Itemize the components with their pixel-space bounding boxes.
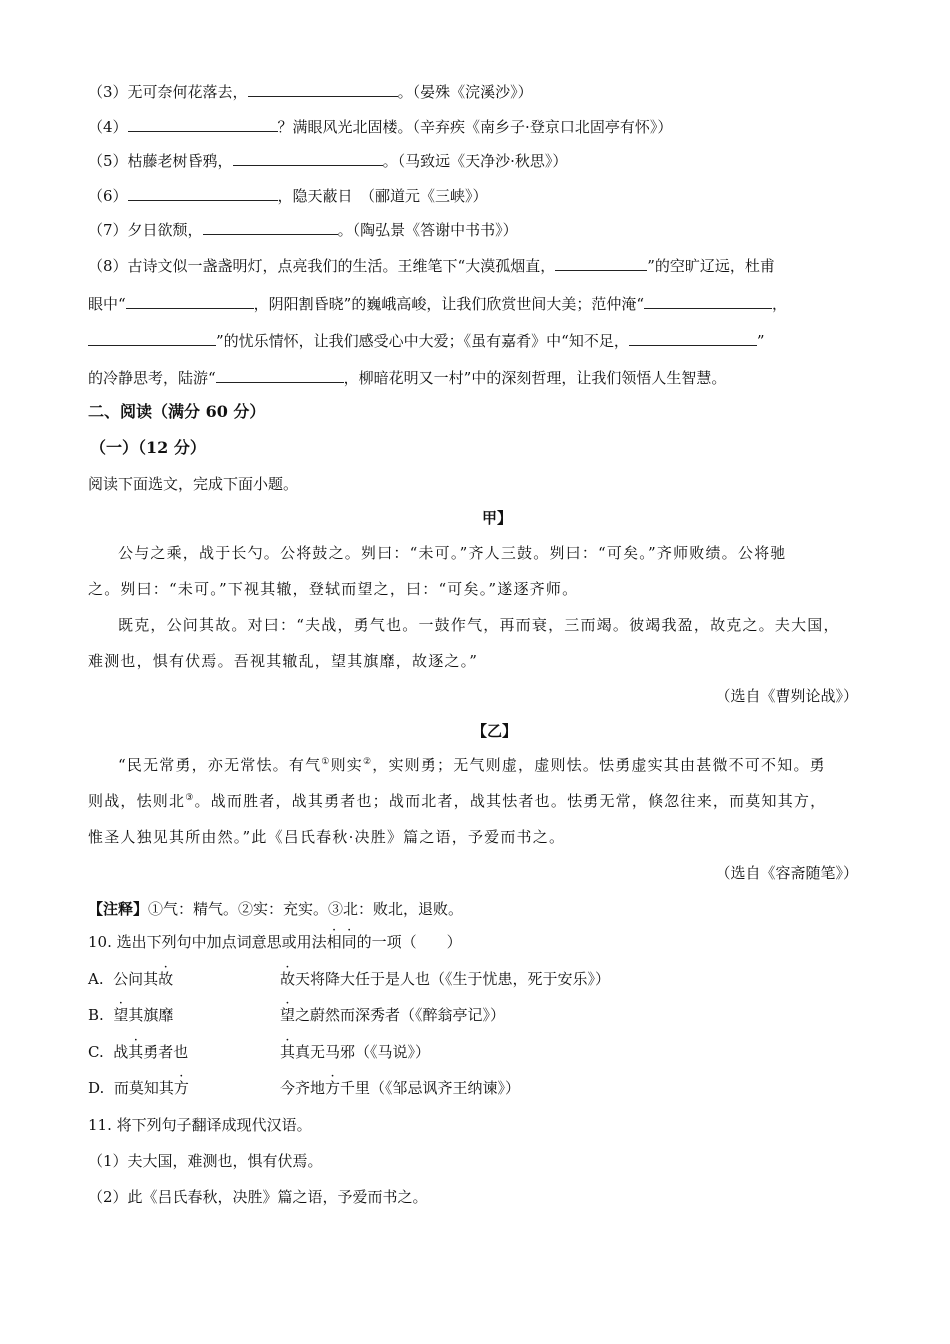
fill-q7: （7）夕日欲颓， 。（陶弘景《答谢中书书》） bbox=[88, 221, 518, 239]
fill-q3: （3）无可奈何花落去， 。（晏殊《浣溪沙》） bbox=[88, 83, 533, 101]
q10-option-c[interactable]: C. 战其勇者也 其真无马邪（《马说》） bbox=[88, 1043, 431, 1061]
blank[interactable] bbox=[644, 294, 772, 309]
passage-yi-heading: 【乙】 bbox=[472, 722, 518, 740]
passage-jia-line: 既克，公问其故。对曰：“夫战，勇气也。一鼓作气，再而衰，三而竭。彼竭我盈，故克之。夫大国， bbox=[118, 616, 840, 634]
blank[interactable] bbox=[216, 368, 344, 383]
blank[interactable] bbox=[88, 331, 216, 346]
passage-jia-heading: 甲】 bbox=[482, 509, 513, 527]
part-title: （一）（12 分） bbox=[90, 438, 206, 457]
passage-jia-source: （选自《曹刿论战》） bbox=[715, 687, 858, 705]
q10-stem: 10. 选出下列句中加点词意思或用法相同的一项（ ） bbox=[88, 933, 462, 951]
fill-q8-line2: 眼中“ ，阴阳割昏晓”的巍峨高峻，让我们欣赏世间大美；范仲淹“ ， bbox=[88, 295, 788, 313]
q11-sentence-1: （1）夫大国，难测也，惧有伏焉。 bbox=[88, 1152, 323, 1170]
fill-q6: （6） ，隐天蔽日 （郦道元《三峡》） bbox=[88, 187, 488, 205]
fill-q5: （5）枯藤老树昏鸦， 。（马致远《天净沙·秋思》） bbox=[88, 152, 568, 170]
section-title: 二、阅读（满分 60 分） bbox=[88, 402, 266, 421]
passage-yi-source: （选自《容斋随笔》） bbox=[715, 864, 858, 882]
passage-yi-line: 惟圣人独见其所由然。”此《吕氏春秋·决胜》篇之语，予爱而书之。 bbox=[88, 828, 566, 846]
q10-option-b[interactable]: B. 望其旗靡 望之蔚然而深秀者（《醉翁亭记》） bbox=[88, 1006, 506, 1024]
passage-jia-line: 公与之乘，战于长勺。公将鼓之。刿曰：“未可。”齐人三鼓。刿曰：“可矣。”齐师败绩。公将驰 bbox=[118, 544, 787, 562]
fill-q8-line4: 的冷静思考，陆游“ ，柳暗花明又一村”中的深刻哲理，让我们领悟人生智慧。 bbox=[88, 369, 727, 387]
notes: 【注释】①气：精气。②实：充实。③北：败北，退败。 bbox=[88, 900, 464, 918]
passage-yi-line: 则战，怯则北③。战而胜者，战其勇者也；战而北者，战其怯者也。怯勇无常，倏忽往来，而莫知其方， bbox=[88, 792, 827, 810]
blank[interactable] bbox=[128, 186, 278, 201]
blank[interactable] bbox=[203, 220, 338, 235]
q10-option-a[interactable]: A. 公问其故 故天将降大任于是人也（《生于忧患，死于安乐》） bbox=[88, 970, 611, 988]
blank[interactable] bbox=[248, 82, 398, 97]
blank[interactable] bbox=[126, 294, 254, 309]
passage-yi-line: “民无常勇，亦无常怯。有气①则实②，实则勇；无气则虚，虚则怯。怯勇虚实其由甚微不可不知。勇 bbox=[118, 756, 826, 774]
fill-q4: （4） ？满眼风光北固楼。（辛弃疾《南乡子·登京口北固亭有怀》） bbox=[88, 118, 673, 136]
fill-q8-line3: ”的忧乐情怀，让我们感受心中大爱；《虽有嘉肴》中“知不足， ” bbox=[88, 331, 765, 351]
blank[interactable] bbox=[629, 331, 757, 346]
blank[interactable] bbox=[233, 151, 383, 166]
fill-q8-line1: （8）古诗文似一盏盏明灯，点亮我们的生活。王维笔下“大漠孤烟直， ”的空旷辽远，杜甫 bbox=[88, 257, 775, 275]
passage-jia-line: 之。刿曰：“未可。”下视其辙，登轼而望之，曰：“可矣。”遂逐齐师。 bbox=[88, 580, 579, 598]
passage-jia-line: 难测也，惧有伏焉。吾视其辙乱，望其旗靡，故逐之。” bbox=[88, 652, 479, 670]
blank[interactable] bbox=[128, 117, 278, 132]
blank[interactable] bbox=[555, 256, 647, 271]
reading-intro: 阅读下面选文，完成下面小题。 bbox=[88, 475, 299, 493]
q10-option-d[interactable]: D. 而莫知其方 今齐地方千里（《邹忌讽齐王纳谏》） bbox=[88, 1079, 521, 1097]
q11-sentence-2: （2）此《吕氏春秋，决胜》篇之语，予爱而书之。 bbox=[88, 1188, 428, 1206]
q11-stem: 11. 将下列句子翻译成现代汉语。 bbox=[88, 1116, 312, 1134]
